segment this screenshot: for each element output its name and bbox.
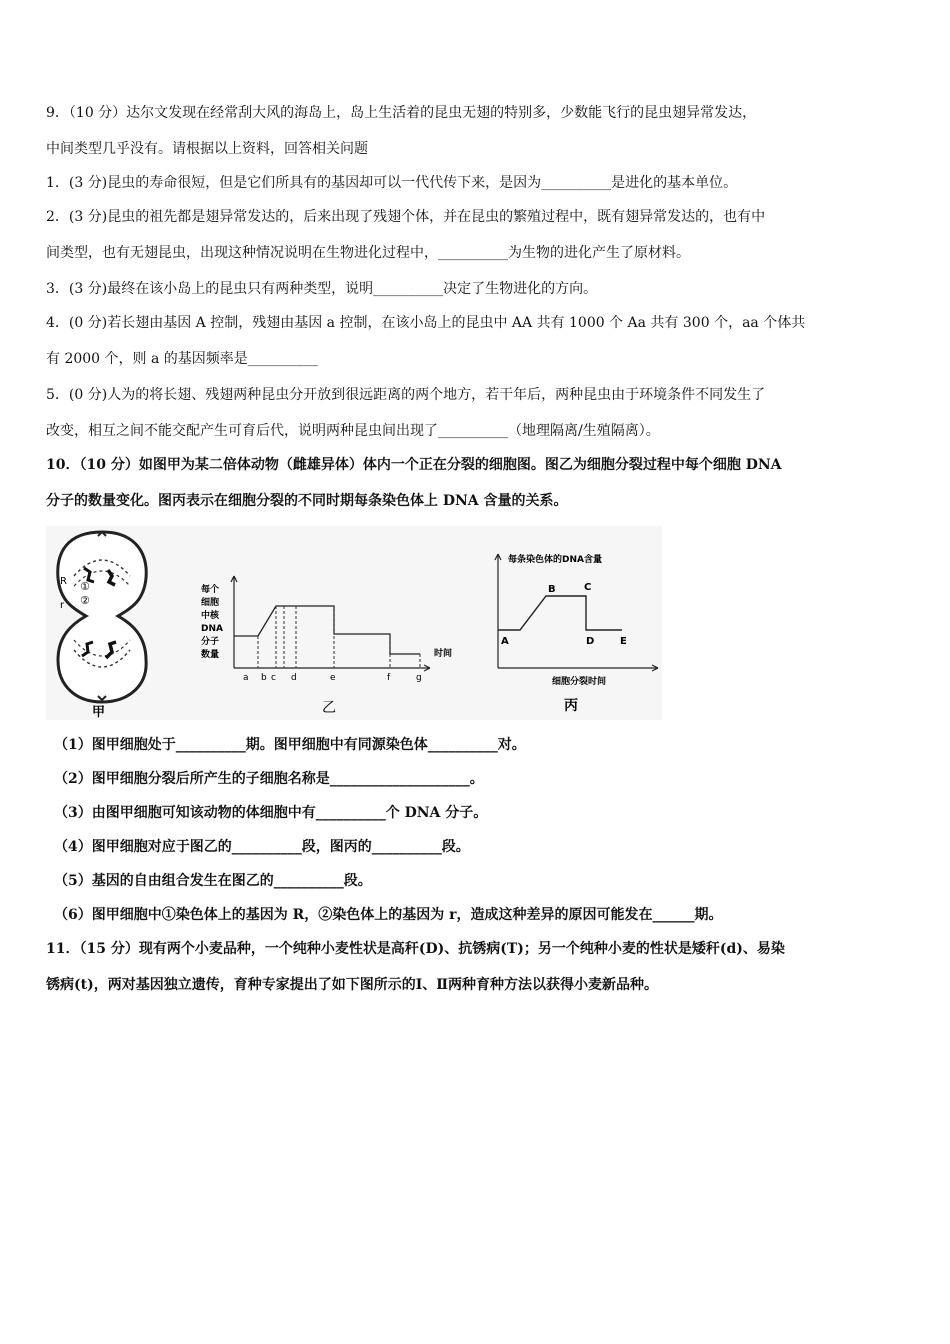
yi-tick-f: f [387,673,391,683]
q10-stem-line-2: 分子的数量变化。图丙表示在细胞分裂的不同时期每条染色体上 DNA 含量的关系。 [46,493,568,509]
bing-point-C: C [584,582,592,593]
q10-stem-line-1: 10．（10 分）如图甲为某二倍体动物（雌雄异体）体内一个正在分裂的细胞图。图乙为细胞分裂过程中每个细胞 DNA [46,457,782,473]
caption-jia: 甲 [92,705,106,720]
label-circle-1: ① [80,580,90,593]
q9-stem-line-1: 9．（10 分）达尔文发现在经常刮大风的海岛上，岛上生活着的昆虫无翅的特别多，少数能飞行的昆虫翅异常发达， [46,105,757,121]
q9-sub-5-line-1: 5．(0 分)人为的将长翅、残翅两种昆虫分开放到很远距离的两个地方，若干年后，两种昆虫由于环境条件不同发生了 [46,387,766,403]
q9-sub-2-line-2: 间类型，也有无翅昆虫，出现这种情况说明在生物进化过程中，__________为生物的进化产生了原材料。 [46,245,690,261]
q10-part-1: （1）图甲细胞处于__________期。图甲细胞中有同源染色体__________对。 [54,737,526,753]
label-r: r [60,600,65,611]
q10-part-6: （6）图甲细胞中①染色体上的基因为 R，②染色体上的基因为 r，造成这种差异的原因可能发在______期。 [54,907,723,923]
q9-stem-line-2: 中间类型几乎没有。请根据以上资料，回答相关问题 [46,141,368,157]
caption-yi: 乙 [322,700,336,716]
bing-point-D: D [586,636,595,647]
q9-sub-5-line-2: 改变，相互之间不能交配产生可育后代，说明两种昆虫间出现了__________（地理隔离/生殖隔离）。 [46,423,660,439]
yi-tick-g: g [416,673,422,683]
q10-part-5: （5）基因的自由组合发生在图乙的__________段。 [54,873,372,889]
yi-tick-a: a [243,673,249,683]
yi-tick-d: d [291,673,297,683]
q10-part-4: （4）图甲细胞对应于图乙的__________段，图丙的__________段。 [54,839,470,855]
bing-ylabel: 每条染色体的DNA含量 [508,555,602,565]
q10-part-2: （2）图甲细胞分裂后所产生的子细胞名称是____________________。 [54,771,484,787]
diagram-jia [58,532,146,720]
q9-sub-1: 1．(3 分)昆虫的寿命很短，但是它们所具有的基因却可以一代代传下来，是因为__________是进化的基本单位。 [46,175,738,191]
label-R: R [60,576,67,587]
q11-stem-line-2: 锈病(t)，两对基因独立遗传，育种专家提出了如下图所示的Ⅰ、Ⅱ两种育种方法以获得小麦新品种。 [46,977,659,993]
bing-point-B: B [548,584,556,595]
yi-ylabel-2: 细胞 [201,598,220,608]
yi-tick-e: e [330,673,336,683]
yi-ylabel-6: 数量 [201,650,220,660]
label-circle-2: ② [80,594,90,607]
bing-point-A: A [501,636,509,647]
yi-ylabel-1: 每个 [201,585,220,595]
yi-ylabel-5: 分子 [201,637,220,647]
yi-tick-b: b [261,673,267,683]
q9-sub-3: 3．(3 分)最终在该小岛上的昆虫只有两种类型，说明__________决定了生物进化的方向。 [46,281,598,297]
q11-stem-line-1: 11．（15 分）现有两个小麦品种，一个纯种小麦性状是高秆(D)、抗锈病(T)；另一个纯种小麦的性状是矮秆(d)、易染 [46,941,785,957]
yi-ylabel-3: 中核 [201,611,220,621]
bing-point-E: E [620,636,627,647]
yi-tick-c: c [271,673,276,683]
caption-bing: 丙 [564,698,578,714]
yi-xlabel: 时间 [434,649,453,659]
q9-sub-4-line-2: 有 2000 个，则 a 的基因频率是__________ [46,351,318,367]
q10-part-3: （3）由图甲细胞可知该动物的体细胞中有__________个 DNA 分子。 [54,805,488,821]
q10-figure-svg [46,526,662,720]
q9-sub-2-line-1: 2．(3 分)昆虫的祖先都是翅异常发达的，后来出现了残翅个体，并在昆虫的繁殖过程中，既有翅异常发达的，也有中 [46,209,766,225]
yi-ylabel-4: DNA [201,624,223,634]
bing-xlabel: 细胞分裂时间 [552,677,607,687]
q9-sub-4-line-1: 4．(0 分)若长翅由基因 A 控制，残翅由基因 a 控制，在该小岛上的昆虫中 AA 共有 1000 个 Aa 共有 300 个，aa 个体共 [46,315,806,331]
q10-figure [46,526,662,720]
